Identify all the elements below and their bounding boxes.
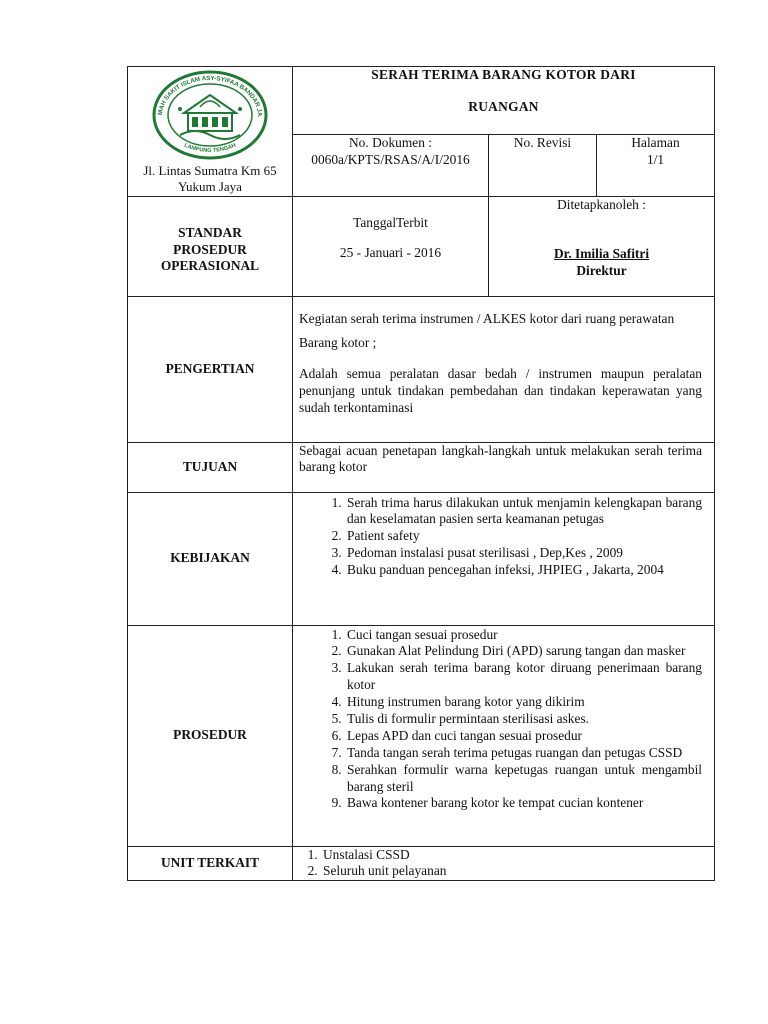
sop-label-line-3: OPERASIONAL xyxy=(160,258,260,274)
list-item: 2. Seluruh unit pelayanan xyxy=(321,863,702,880)
revision-label: No. Revisi xyxy=(513,135,572,151)
document-title-line-1: SERAH TERIMA BARANG KOTOR DARI xyxy=(371,67,636,82)
address-line-1: Jl. Lintas Sumatra Km 65 xyxy=(143,163,277,178)
doc-number-label: No. Dokumen : xyxy=(349,135,432,151)
document-title-line-2: RUANGAN xyxy=(468,99,539,114)
unit-terkait-list xyxy=(299,847,702,881)
prosedur-list xyxy=(299,627,702,813)
doc-number-cell xyxy=(293,135,489,196)
signer-title: Direktur xyxy=(576,263,627,279)
kebijakan-content xyxy=(293,492,715,625)
document-title xyxy=(293,67,715,135)
tujuan-label: TUJUAN xyxy=(128,442,293,492)
list-item: 4. Hitung instrumen barang kotor yang dikirim xyxy=(345,694,702,711)
unit-terkait-content xyxy=(293,846,715,881)
list-item: 6. Lepas APD dan cuci tangan sesuai prosedur xyxy=(345,728,702,745)
hospital-header-cell xyxy=(128,67,293,197)
svg-text:RUMAH SAKIT ISLAM ASY-SYIFAA B: MAH SAKIT ISLAM ASY-SYIFAA BANDAR JA xyxy=(156,74,264,117)
list-item: 3. Pedoman instalasi pusat sterilisasi , Dep,Kes , 2009 xyxy=(345,545,702,562)
hospital-logo-icon xyxy=(150,69,270,161)
pengertian-paragraph-3: Adalah semua peralatan dasar bedah / instrumen maupun peralatan penunjang untuk tindakan pembedahan dan tindakan keperawatan yang sudah terkontaminasi xyxy=(299,366,703,416)
list-item: 2. Gunakan Alat Pelindung Diri (APD) sarung tangan dan masker xyxy=(345,643,702,660)
sop-label-cell xyxy=(128,196,293,296)
pengertian-paragraph-2: Barang kotor ; xyxy=(299,335,377,351)
pengertian-paragraph-1: Kegiatan serah terima instrumen / ALKES kotor dari ruang perawatan xyxy=(299,310,675,326)
list-item: 1. Unstalasi CSSD xyxy=(321,847,702,864)
signer-name: Dr. Imilia Safitri xyxy=(553,246,650,262)
approval-cell xyxy=(489,196,715,296)
list-item: 8. Serahkan formulir warna kepetugas ruangan untuk mengambil barang steril xyxy=(345,762,702,796)
page-value: 1/1 xyxy=(646,152,665,168)
issued-date-value: 25 - Januari - 2016 xyxy=(339,245,442,261)
prosedur-content xyxy=(293,625,715,846)
issued-date-cell xyxy=(293,196,489,296)
page-cell xyxy=(597,135,715,196)
kebijakan-label: KEBIJAKAN xyxy=(128,492,293,625)
address-line-2: Yukum Jaya xyxy=(178,179,242,195)
pengertian-label: PENGERTIAN xyxy=(128,296,293,442)
issued-date-label: TanggalTerbit xyxy=(353,214,428,230)
sop-document-table xyxy=(127,66,715,881)
sop-label-line-2: PROSEDUR xyxy=(173,241,247,257)
hospital-logo xyxy=(150,69,270,161)
list-item: 3. Lakukan serah terima barang kotor diruang penerimaan barang kotor xyxy=(345,660,702,694)
list-item: 1. Cuci tangan sesuai prosedur xyxy=(345,627,702,644)
list-item: 9. Bawa kontener barang kotor ke tempat cucian kontener xyxy=(345,795,702,812)
set-by-label: Ditetapkanoleh : xyxy=(557,196,646,212)
list-item: 5. Tulis di formulir permintaan sterilisasi askes. xyxy=(345,711,702,728)
doc-number-value: 0060a/KPTS/RSAS/A/I/2016 xyxy=(311,152,470,168)
pengertian-content xyxy=(293,296,715,442)
prosedur-label: PROSEDUR xyxy=(128,625,293,846)
list-item: 2. Patient safety xyxy=(345,528,702,545)
page-label: Halaman xyxy=(631,135,680,151)
list-item: 4. Buku panduan pencegahan infeksi, JHPIEG , Jakarta, 2004 xyxy=(345,562,702,579)
unit-terkait-label: UNIT TERKAIT xyxy=(128,846,293,881)
svg-text:LAMPUNG TENGAH: LAMPUNG TENGAH xyxy=(183,142,237,154)
list-item: 7. Tanda tangan serah terima petugas ruangan dan petugas CSSD xyxy=(345,745,702,762)
revision-cell xyxy=(489,135,597,196)
kebijakan-list xyxy=(299,495,702,579)
list-item: 1. Serah trima harus dilakukan untuk menjamin kelengkapan barang dan keselamatan pasien serta keamanan petugas xyxy=(345,495,702,529)
sop-label-line-1: STANDAR xyxy=(178,224,242,240)
tujuan-content: Sebagai acuan penetapan langkah-langkah untuk melakukan serah terima barang kotor xyxy=(293,442,715,492)
